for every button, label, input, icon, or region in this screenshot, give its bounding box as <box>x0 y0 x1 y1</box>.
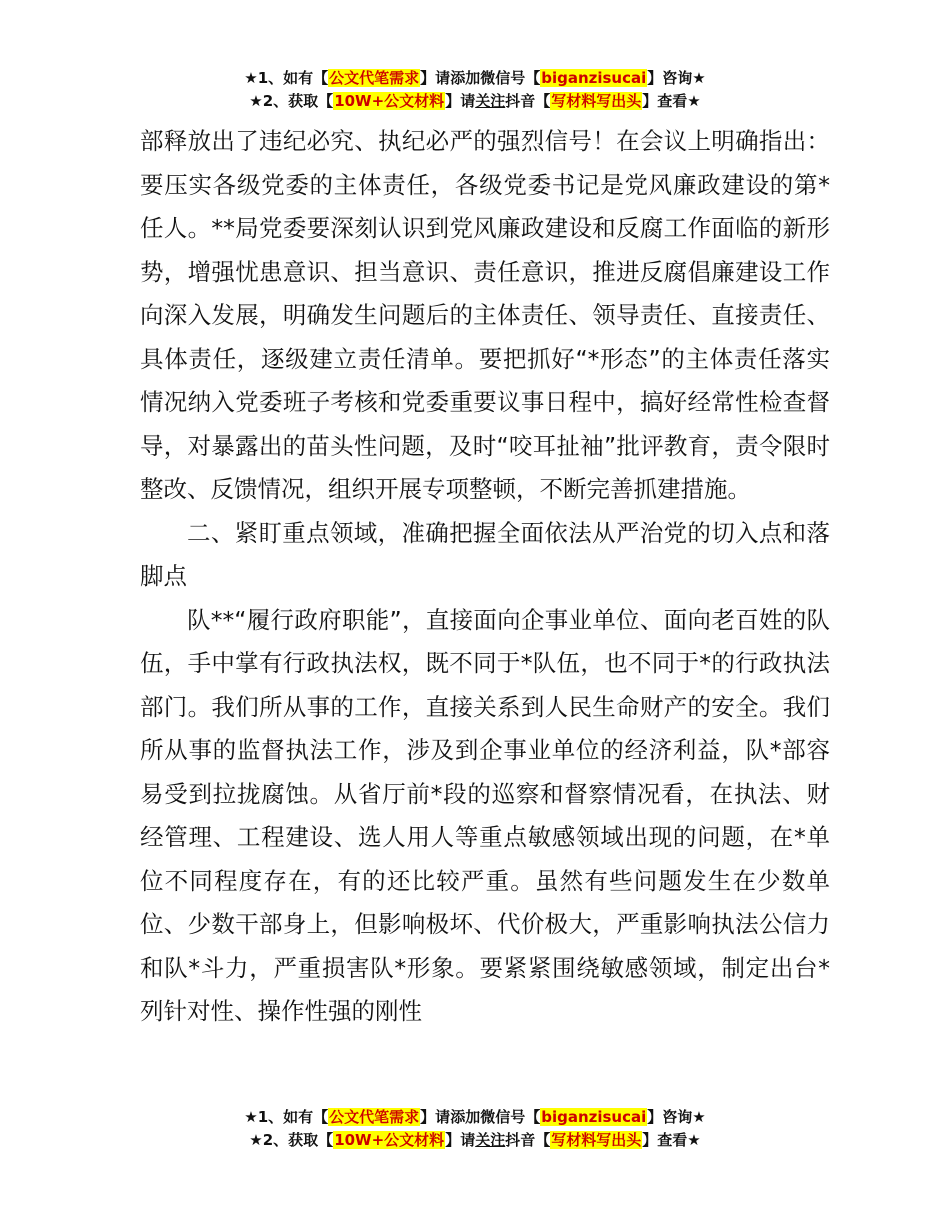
banner-line-1: ★1、如有【公文代笔需求】请添加微信号【biganzisucai】咨询★ <box>244 1108 706 1126</box>
highlight-wechat-id: biganzisucai <box>541 1108 647 1126</box>
document-body <box>140 120 830 1034</box>
section-heading: 二、紧盯重点领域，准确把握全面依法从严治党的切入点和落脚点 <box>140 518 830 590</box>
footer-banner <box>0 1106 950 1152</box>
banner-line-1: ★1、如有【公文代笔需求】请添加微信号【biganzisucai】咨询★ <box>244 69 706 87</box>
highlight-wechat-id: biganzisucai <box>541 69 647 87</box>
paragraph-continued: 部释放出了违纪必究、执纪必严的强烈信号！在会议上明确指出：要压实各级党委的主体责任，各级党委书记是党风廉政建设的第*任人。**局党委要深刻认识到党风廉政建设和反腐工作面临的新形势，增强忧患意识、担当意识、责任意识，推进反腐倡廉建设工作向深入发展，明确发生问题后的主体责任、领导责任、直接责任、具体责任，逐级建立责任清单。要把抓好“*形态”的主体责任落实情况纳入党委班子考核和党委重要议事日程中，搞好经常性检查督导，对暴露出的苗头性问题，及时“咬耳扯袖”批评教育，责令限时整改、反馈情况，组织开展专项整顿，不断完善抓建措施。 <box>140 127 830 503</box>
paragraph: 队**“履行政府职能”，直接面向企事业单位、面向老百姓的队伍，手中掌有行政执法权，既不同于*队伍，也不同于*的行政执法部门。我们所从事的工作，直接关系到人民生命财产的安全。我们所从事的监督执法工作，涉及到企事业单位的经济利益，队*部容易受到拉拢腐蚀。从省厅前*段的巡察和督察情况看，在执法、财经管理、工程建设、选人用人等重点敏感领域出现的问题，在*单位不同程度存在，有的还比较严重。虽然有些问题发生在少数单位、少数干部身上，但影响极坏、代价极大，严重影响执法公信力和队*斗力，严重损害队*形象。要紧紧围绕敏感领域，制定出台*列针对性、操作性强的刚性 <box>140 605 830 1025</box>
header-banner <box>0 67 950 113</box>
banner-line-2: ★2、获取【10W+公文材料】请关注抖音【写材料写出头】查看★ <box>249 92 701 110</box>
highlight-materials: 10W+公文材料 <box>334 92 445 110</box>
highlight-service: 公文代笔需求 <box>329 69 420 87</box>
highlight-douyin-id: 写材料写出头 <box>551 1131 642 1149</box>
highlight-service: 公文代笔需求 <box>329 1108 420 1126</box>
highlight-douyin-id: 写材料写出头 <box>551 92 642 110</box>
highlight-materials: 10W+公文材料 <box>334 1131 445 1149</box>
banner-line-2: ★2、获取【10W+公文材料】请关注抖音【写材料写出头】查看★ <box>249 1131 701 1149</box>
